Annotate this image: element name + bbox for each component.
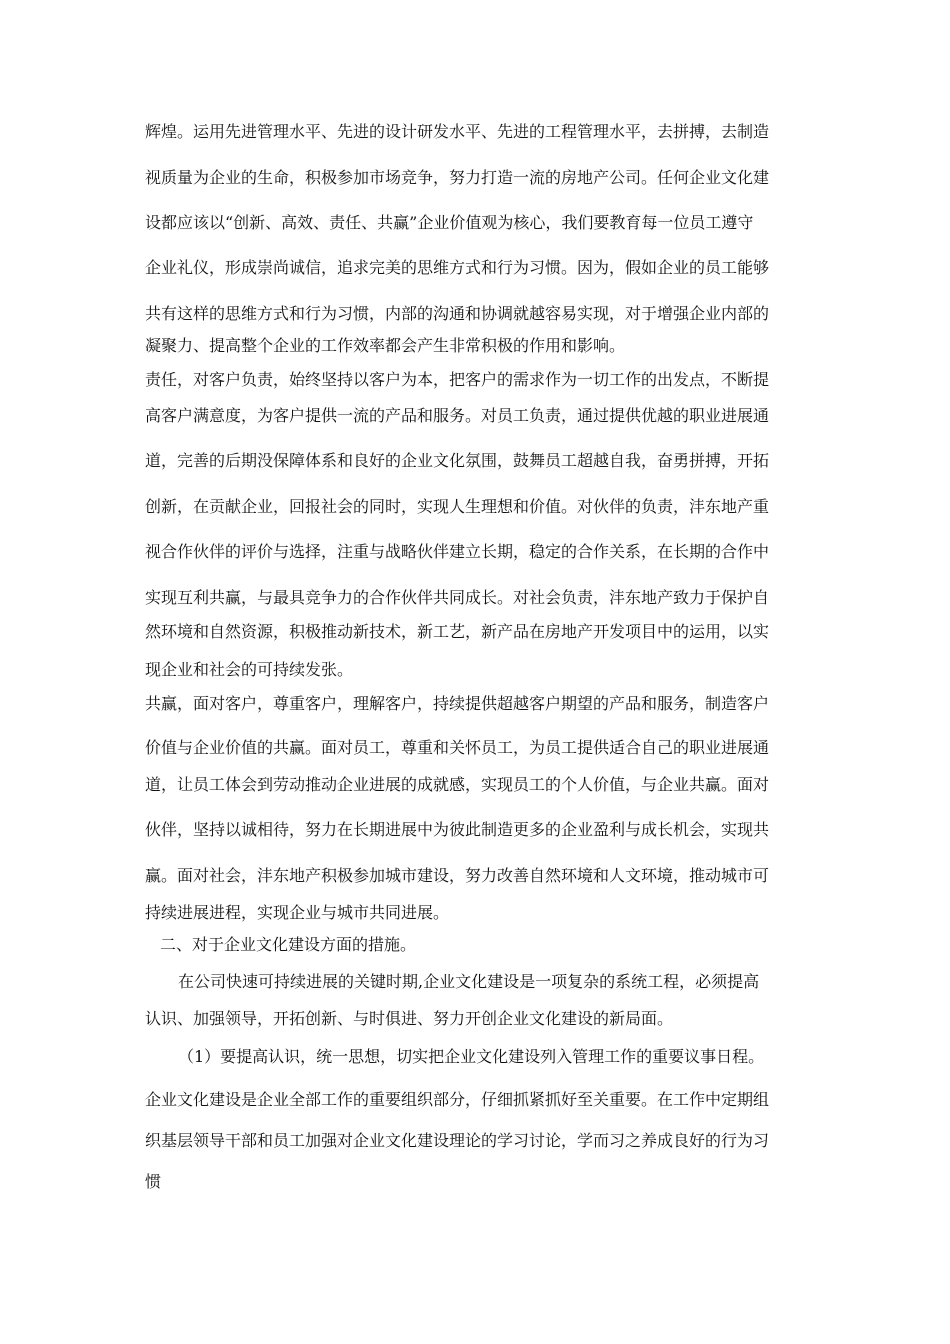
text-line: 惯 (145, 1172, 162, 1191)
text-line: 视质量为企业的生命，积极参加市场竞争，努力打造一流的房地产公司。任何企业文化建 (145, 168, 770, 187)
text-line: 责任，对客户负责，始终坚持以客户为本，把客户的需求作为一切工作的出发点，不断提 (145, 370, 770, 389)
text-line: 高客户满意度，为客户提供一流的产品和服务。对员工负责，通过提供优越的职业进展通 (145, 406, 770, 425)
text-line: 在公司快速可持续进展的关键时期,企业文化建设是一项复杂的系统工程，必须提高 (178, 972, 760, 991)
text-line: 实现互利共赢，与最具竞争力的合作伙伴共同成长。对社会负责，沣东地产致力于保护自 (145, 588, 770, 607)
text-line: 持续进展进程，实现企业与城市共同进展。 (145, 903, 450, 922)
text-line: 共赢，面对客户，尊重客户，理解客户，持续提供超越客户期望的产品和服务，制造客户 (145, 694, 770, 713)
text-line: 设都应该以“创新、高效、责任、共赢”企业价值观为核心，我们要教育每一位员工遵守 (145, 213, 754, 232)
section-heading: 二、对于企业文化建设方面的措施。 (160, 935, 417, 954)
text-line: 道，完善的后期没保障体系和良好的企业文化氛围，鼓舞员工超越自我，奋勇拼搏，开拓 (145, 451, 770, 470)
text-line: 企业礼仪，形成崇尚诚信，追求完美的思维方式和行为习惯。因为，假如企业的员工能够 (145, 258, 770, 277)
text-line: 共有这样的思维方式和行为习惯，内部的沟通和协调就越容易实现，对于增强企业内部的 (145, 304, 770, 323)
text-line: 企业文化建设是企业全部工作的重要组织部分，仔细抓紧抓好至关重要。在工作中定期组 (145, 1090, 770, 1109)
text-line: （1）要提高认识，统一思想，切实把企业文化建设列入管理工作的重要议事日程。 (178, 1047, 765, 1066)
text-line: 然环境和自然资源，积极推动新技术，新工艺，新产品在房地产开发项目中的运用，以实 (145, 622, 770, 641)
text-line: 道，让员工体会到劳动推动企业进展的成就感，实现员工的个人价值，与企业共赢。面对 (145, 775, 770, 794)
text-line: 视合作伙伴的评价与选择，注重与战略伙伴建立长期，稳定的合作关系，在长期的合作中 (145, 542, 770, 561)
text-line: 赢。面对社会，沣东地产积极参加城市建设，努力改善自然环境和人文环境，推动城市可 (145, 866, 770, 885)
text-line: 现企业和社会的可持续发张。 (145, 660, 354, 679)
text-line: 价值与企业价值的共赢。面对员工，尊重和关怀员工，为员工提供适合自己的职业进展通 (145, 738, 770, 757)
text-line: 创新，在贡献企业，回报社会的同时，实现人生理想和价值。对伙伴的负责，沣东地产重 (145, 497, 770, 516)
text-line: 伙伴，坚持以诚相待，努力在长期进展中为彼此制造更多的企业盈利与成长机会，实现共 (145, 820, 770, 839)
text-line: 凝聚力、提高整个企业的工作效率都会产生非常积极的作用和影响。 (145, 336, 626, 355)
text-line: 织基层领导干部和员工加强对企业文化建设理论的学习讨论，学而习之养成良好的行为习 (145, 1131, 770, 1150)
text-line: 认识、加强领导，开拓创新、与时俱进、努力开创企业文化建设的新局面。 (145, 1009, 674, 1028)
text-line: 辉煌。运用先进管理水平、先进的设计研发水平、先进的工程管理水平，去拼搏，去制造 (145, 122, 770, 141)
